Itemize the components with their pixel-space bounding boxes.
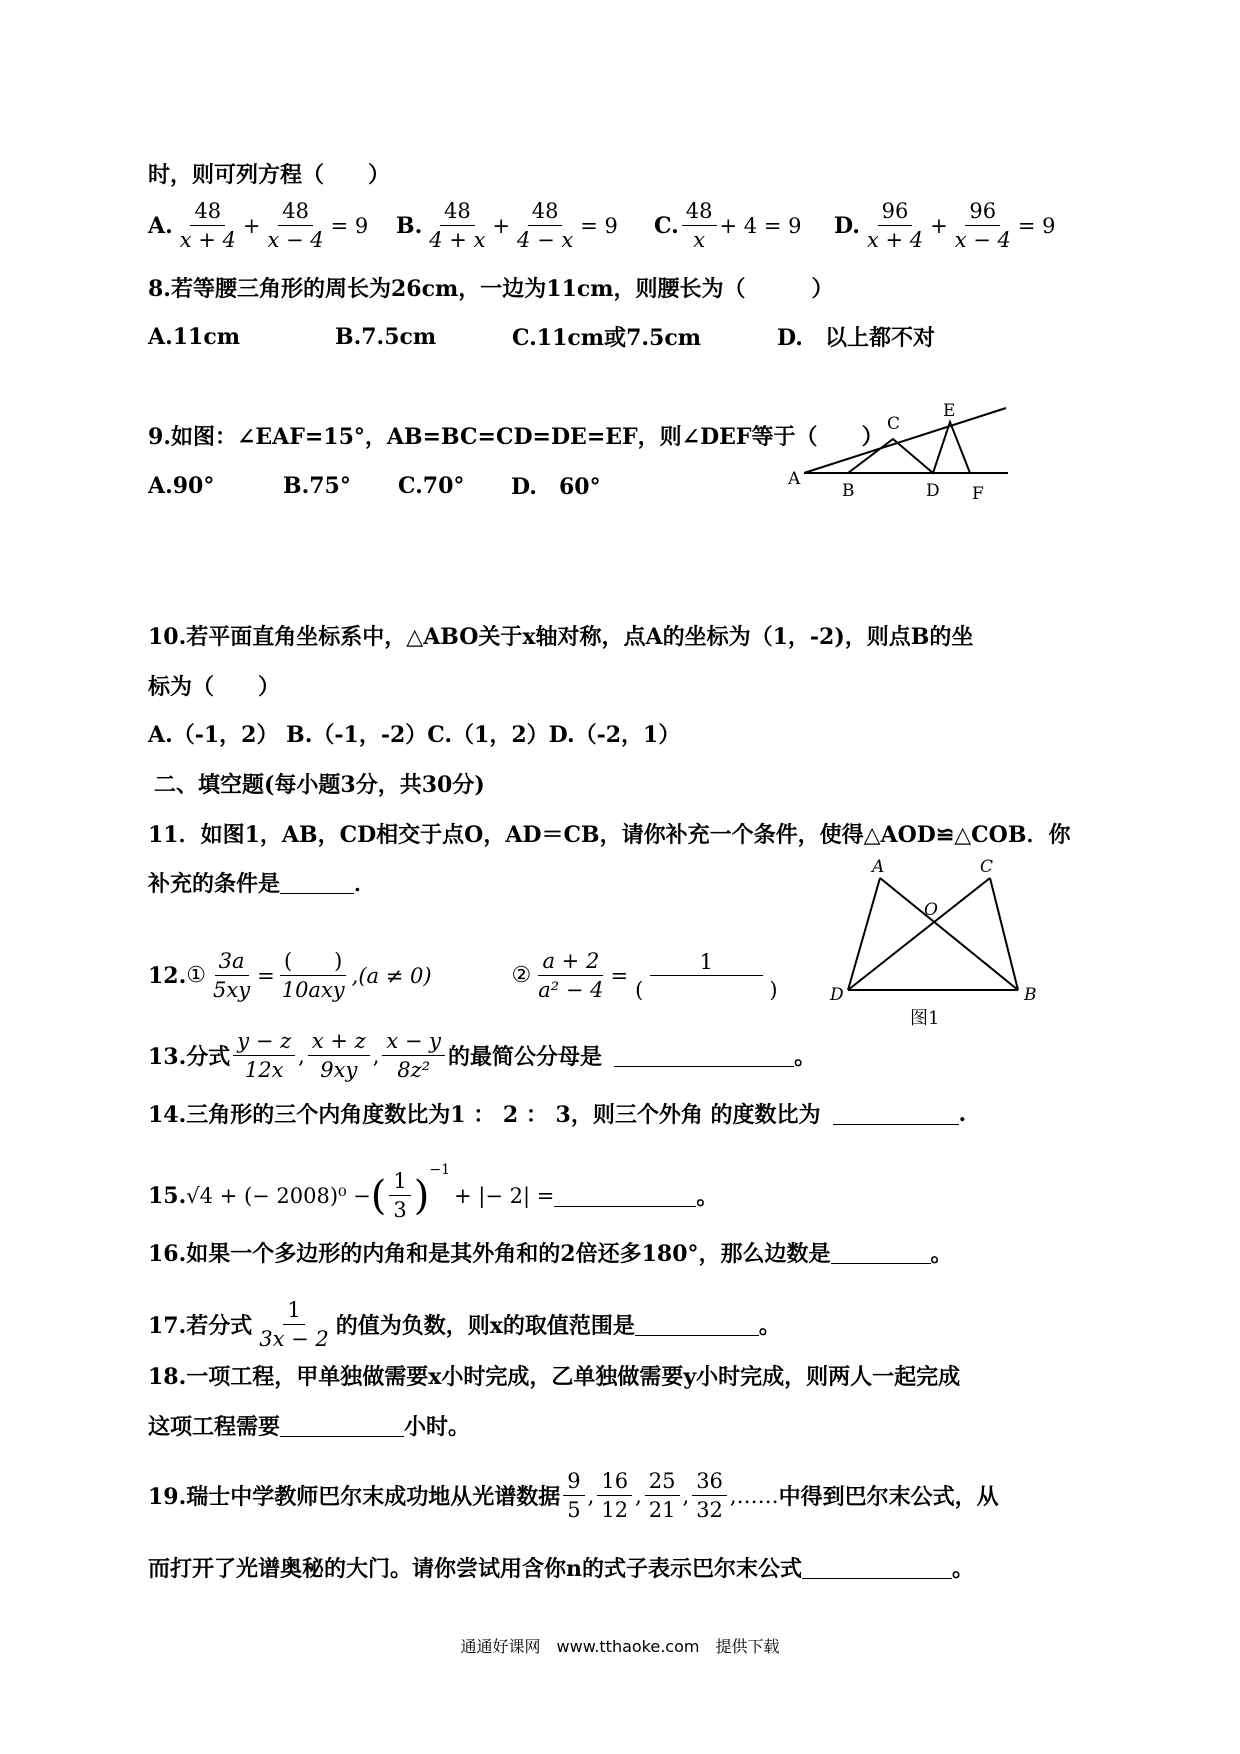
- fraction: $\frac{48}{x - 4}$: [267, 199, 324, 252]
- q8-options: A.11cm B.7.5cm C.11cm或7.5cm D. 以上都不对: [148, 323, 935, 351]
- q14: 14.三角形的三个内角度数比为1 ： 2 ： 3，则三个外角 的度数比为 .: [148, 1100, 967, 1128]
- answer-blank[interactable]: [802, 1556, 952, 1579]
- q11-figure: [820, 850, 1050, 1030]
- segment-ab: [880, 878, 1018, 990]
- q10-text-2: 标为（ ）: [148, 674, 281, 700]
- fraction: $\frac{3a}{5xy}$: [213, 949, 251, 1002]
- zigzag-bcdef: [848, 422, 970, 473]
- fraction: $\frac{48}{4 + x}$: [429, 199, 486, 252]
- fig1-label-b: B: [1024, 985, 1037, 1005]
- q8-text: 8.若等腰三角形的周长为26cm，一边为11cm，则腰长为（ ）: [148, 276, 834, 302]
- fig-label-c: C: [887, 414, 901, 434]
- q7-continuation: 时，则可列方程（ ）: [148, 162, 391, 188]
- q11-text-2: 补充的条件是 ．: [148, 871, 377, 897]
- q7-option-a: A. $\frac{48}{x + 4}$ + $\frac{48}{x - 4}$ = 9: [148, 199, 369, 252]
- fig-label-e: E: [943, 401, 956, 421]
- q7-options: [148, 198, 1056, 253]
- fig1-label-a: A: [872, 857, 885, 877]
- q7-option-b: B. $\frac{48}{4 + x}$ + $\frac{48}{4 - x}$ = 9: [396, 199, 618, 252]
- answer-blank[interactable]: [280, 1414, 404, 1437]
- fraction: $\frac{1}{3}$: [389, 1168, 410, 1223]
- fraction: $\frac{x - y}{\text{8z²}}$: [382, 1028, 445, 1083]
- fraction: $\frac{96}{x - 4}$: [954, 199, 1011, 252]
- answer-blank[interactable]: [833, 1102, 959, 1125]
- fraction: $\frac{x + z}{9xy}$: [308, 1028, 370, 1083]
- segment-cb: [990, 878, 1018, 990]
- fraction: $\frac{a + 2}{\text{a² − 4}}$: [538, 949, 604, 1002]
- q18-text-1: 18.一项工程，甲单独做需要x小时完成，乙单独做需要y小时完成，则两人一起完成: [148, 1364, 961, 1390]
- q9-options: A.90° B.75° C.70° D. 60°: [148, 472, 601, 500]
- fig-label-a: A: [788, 469, 801, 489]
- fig-label-b: B: [842, 481, 855, 501]
- fraction-with-blank[interactable]: $\frac{1}{( )}$: [635, 949, 778, 1002]
- answer-blank[interactable]: [635, 1313, 759, 1336]
- answer-blank[interactable]: [831, 1241, 931, 1264]
- fraction: $\frac{9}{5}$: [563, 1468, 584, 1523]
- segment-cd: [848, 878, 990, 990]
- q17: 17.若分式 $\frac{1}{3x - 2}$ 的值为负数，则x的取值范围是 。: [148, 1298, 781, 1351]
- fig-label-f: F: [972, 484, 984, 504]
- q11-text-1: 11．如图1，AB，CD相交于点O，AD＝CB，请你补充一个条件，使得△AOD≌△COB．你: [148, 822, 1071, 848]
- fig1-caption: 图1: [910, 1008, 940, 1029]
- ray-ae: [804, 408, 1006, 473]
- section-2-heading: 二、填空题(每小题3分，共30分): [154, 772, 485, 798]
- segment-ad: [848, 878, 880, 990]
- fig1-label-o: O: [924, 900, 938, 920]
- q9-text: 9.如图：∠EAF=15°，AB=BC=CD=DE=EF，则∠DEF等于（ ）: [148, 424, 884, 450]
- fraction: $\frac{96}{x + 4}$: [866, 199, 924, 252]
- fraction: $\frac{y - z}{12x}$: [233, 1028, 295, 1083]
- answer-blank[interactable]: [280, 871, 354, 894]
- q9-figure: [780, 395, 1020, 505]
- q18-text-2: 这项工程需要 小时。: [148, 1414, 471, 1440]
- fig-label-d: D: [926, 481, 940, 501]
- q19-text-1: 19.瑞士中学教师巴尔末成功地从光谱数据 $\frac{9}{5}$ , $\frac{16}{12}$ , $\frac{25}{21}$ , $\frac{36}{32}$ ,…… 中得到巴尔末公式，从: [148, 1469, 999, 1522]
- fraction-with-blank[interactable]: $\frac{( )}{\text{10axy}}$: [281, 949, 345, 1002]
- answer-blank[interactable]: [614, 1044, 794, 1067]
- fraction: $\frac{48}{4 - x}$: [517, 199, 574, 252]
- answer-blank[interactable]: [554, 1184, 696, 1207]
- q13: 13.分式 $\frac{y - z}{12x}$ , $\frac{x + z}{9xy}$ , $\frac{x - y}{\text{8z²}}$ 的最简公分母是 。: [148, 1029, 817, 1082]
- fig1-label-d: D: [830, 985, 844, 1005]
- fraction: $\frac{36}{32}$: [692, 1468, 727, 1523]
- fig1-label-c: C: [980, 857, 994, 877]
- fraction: $\frac{1}{3x - 2}$: [259, 1298, 329, 1351]
- fraction: $\frac{48}{x + 4}$: [179, 199, 236, 252]
- q15: 15. √4 + (− 2008)⁰ − ( $\frac{1}{3}$ ) −1 + |− 2| = 。: [148, 1162, 719, 1222]
- q16: 16.如果一个多边形的内角和是其外角和的2倍还多180°，那么边数是 。: [148, 1241, 953, 1267]
- fraction: $\frac{16}{12}$: [597, 1468, 632, 1523]
- fraction: $\frac{25}{21}$: [645, 1468, 680, 1523]
- q7-option-c: C. $\frac{48}{x}$ + 4 = 9: [654, 199, 802, 252]
- fraction: $\frac{48}{x}$: [682, 198, 717, 253]
- q10-options: A.（-1，2） B.（-1，-2）C.（1，2）D.（-2，1）: [148, 722, 681, 748]
- q7-option-d: D. $\frac{96}{x + 4}$ + $\frac{96}{x - 4}$ = 9: [834, 199, 1056, 252]
- q19-text-2: 而打开了光谱奥秘的大门。请你尝试用含你n的式子表示巴尔末公式 。: [148, 1556, 975, 1582]
- footer-credit: 通通好课网 www.tthaoke.com 提供下载: [460, 1637, 780, 1656]
- q10-text-1: 10.若平面直角坐标系中，△ABO关于x轴对称，点A的坐标为（1，-2)，则点B的坐: [148, 624, 974, 650]
- q12: 12. ① $\frac{3a}{5xy}$ = $\frac{( )}{\text{10axy}}$ ,(a ≠ 0) ② $\frac{a + 2}{\text{a² − 4}}$ = $\frac{1}{( )}$: [148, 948, 785, 1003]
